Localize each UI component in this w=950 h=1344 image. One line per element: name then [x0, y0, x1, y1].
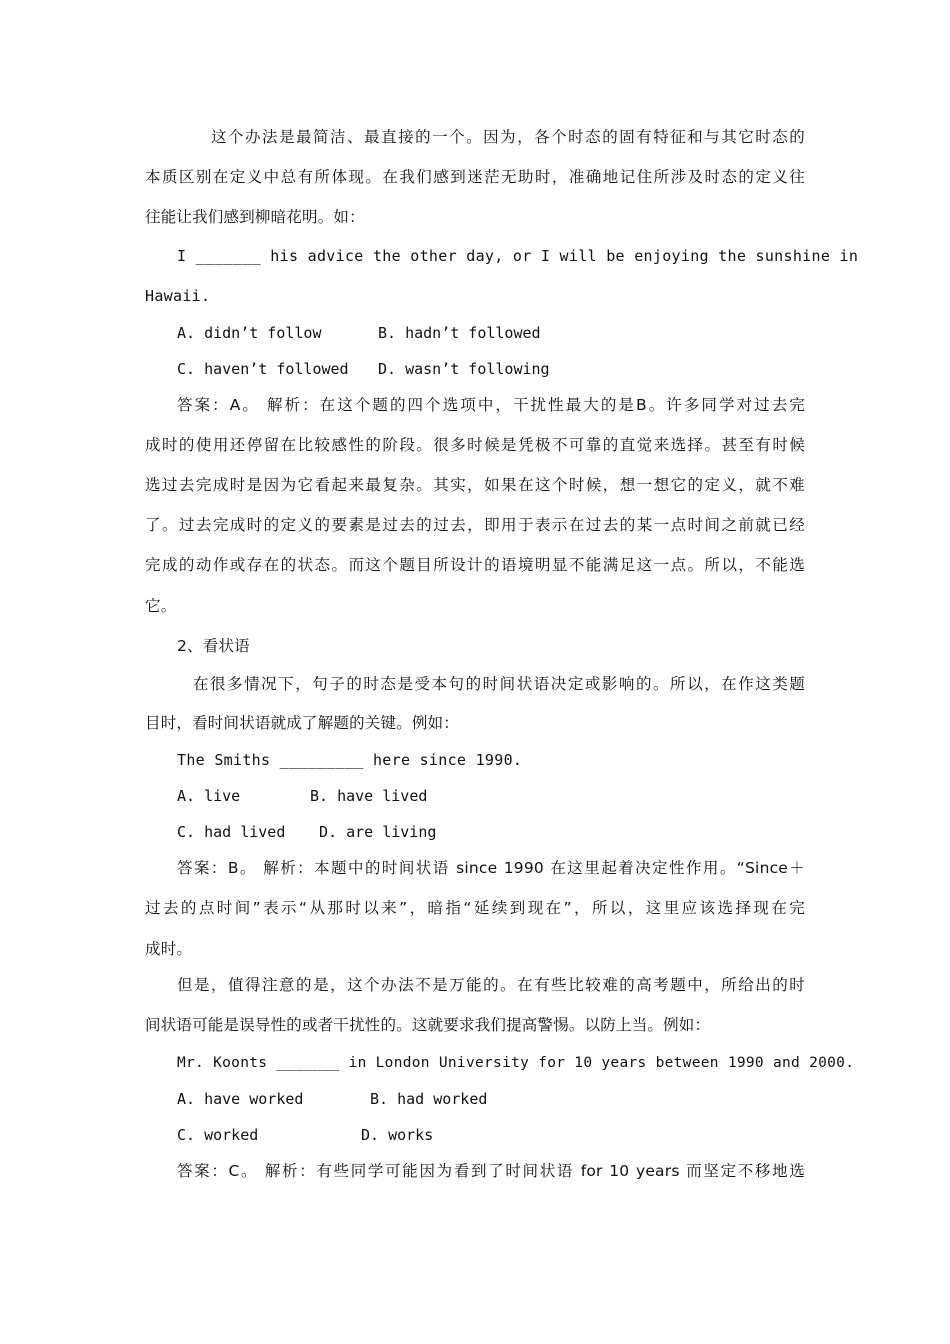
q2-answer-line-3: 成时。 — [145, 940, 193, 958]
q1-option-d: D. wasn’t following — [378, 360, 550, 378]
q2-option-c: C. had lived — [177, 823, 286, 841]
q3-answer-line: 答案：C。 解析：有些同学可能因为看到了时间状语 for 10 years 而坚定不移地选 — [177, 1162, 805, 1180]
q2-answer-line-1: 答案：B。 解析：本题中的时间状语 since 1990 在这里起着决定性作用。“Since＋ — [177, 859, 805, 877]
q1-answer-line-3: 选过去完成时是因为它看起来最复杂。其实，如果在这个时候，想一想它的定义，就不难 — [145, 476, 805, 494]
caution-line-2: 间状语可能是误导性的或者干扰性的。这就要求我们提高警惕。以防上当。例如： — [145, 1016, 711, 1034]
caution-line-1: 但是，值得注意的是，这个办法不是万能的。在有些比较难的高考题中，所给出的时 — [177, 976, 805, 994]
section-2-line-1: 在很多情况下，句子的时态是受本句的时间状语决定或影响的。所以，在作这类题 — [193, 675, 805, 693]
q3-option-c: C. worked — [177, 1126, 259, 1144]
intro-line-3: 往能让我们感到柳暗花明。如： — [145, 208, 365, 226]
q1-answer-line-4: 了。过去完成时的定义的要素是过去的过去，即用于表示在过去的某一点时间之前就已经 — [145, 516, 805, 534]
q1-answer-line-1: 答案：A。 解析：在这个题的四个选项中，干扰性最大的是B。许多同学对过去完 — [177, 396, 805, 414]
q2-answer-line-2: 过去的点时间”表示“从那时以来”，暗指“延续到现在”，所以，这里应该选择现在完 — [145, 899, 805, 917]
q1-option-a: A. didn’t follow — [177, 324, 322, 342]
section-2-heading: 2、看状语 — [177, 637, 250, 655]
q2-option-d: D. are living — [319, 823, 437, 841]
q2-stem: The Smiths _________ here since 1990. — [177, 751, 523, 769]
q1-stem-line-2: Hawaii. — [145, 287, 211, 305]
intro-line-2: 本质区别在定义中总有所体现。在我们感到迷茫无助时，准确地记住所涉及时态的定义往 — [145, 168, 805, 186]
q1-answer-line-5: 完成的动作或存在的状态。而这个题目所设计的语境明显不能满足这一点。所以，不能选 — [145, 556, 805, 574]
q2-option-a: A. live — [177, 787, 241, 805]
q3-option-b: B. had worked — [370, 1090, 488, 1108]
q1-stem-line-1: I _______ his advice the other day, or I will be enjoying the sunshine in — [177, 247, 859, 265]
q1-option-b: B. hadn’t followed — [378, 324, 541, 342]
q1-answer-line-2: 成时的使用还停留在比较感性的阶段。很多时候是凭极不可靠的直觉来选择。甚至有时候 — [145, 436, 805, 454]
q3-option-a: A. have worked — [177, 1090, 304, 1108]
section-2-line-2: 目时，看时间状语就成了解题的关键。例如： — [145, 714, 460, 732]
q2-option-b: B. have lived — [310, 787, 428, 805]
q3-stem: Mr. Koonts _______ in London University for 10 years between 1990 and 2000. — [177, 1055, 855, 1071]
q3-option-d: D. works — [361, 1126, 434, 1144]
q1-answer-line-6: 它。 — [145, 597, 177, 615]
q1-option-c: C. haven’t followed — [177, 360, 349, 378]
intro-line-1: 这个办法是最简洁、最直接的一个。因为，各个时态的固有特征和与其它时态的 — [211, 128, 805, 146]
